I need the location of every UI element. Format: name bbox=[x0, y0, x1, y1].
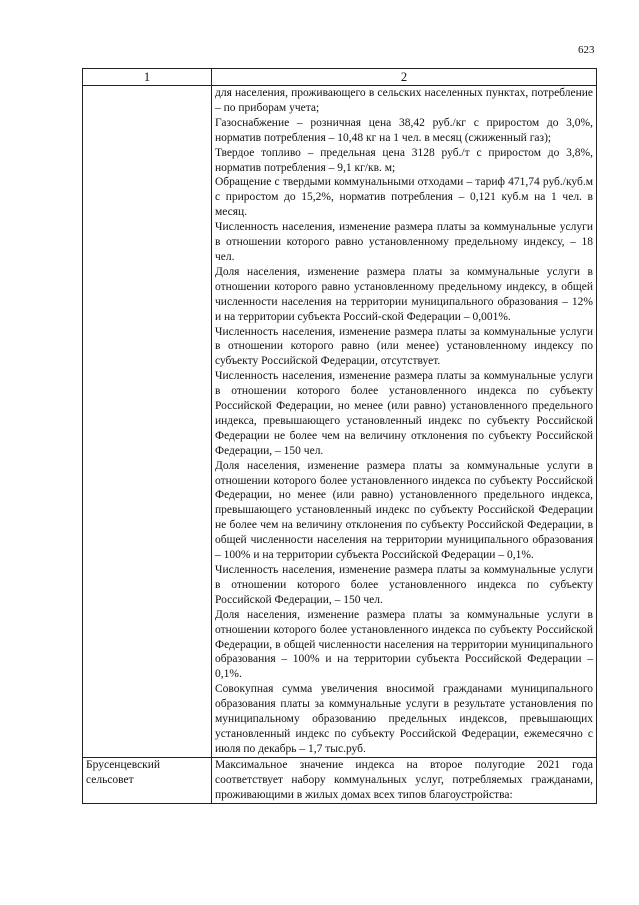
paragraph: Газоснабжение – розничная цена 38,42 руб./кг с приростом до 3,0%, норматив потребления – 10,48 кг на 1 чел. в месяц (сжиженный газ); bbox=[215, 116, 593, 144]
indicators-cell bbox=[212, 86, 597, 758]
paragraph: Совокупная сумма увеличения вносимой гражданами муниципального образования платы за коммунальные услуги в результате установления по муниципальному образованию предельных индексов, превышающих установленный индекс по субъекту Российской Федерации, ежемесячно с июля по декабрь – 1,7 тыс.руб. bbox=[215, 683, 593, 755]
paragraph: Численность населения, изменение размера платы за коммунальные услуги в отношении которого равно (или менее) установленному индексу по субъекту Российской Федерации, отсутствует. bbox=[215, 325, 593, 368]
page-number: 623 bbox=[578, 44, 595, 56]
paragraph: Численность населения, изменение размера платы за коммунальные услуги в отношении которого более установленного индекса по субъекту Российской Федерации, но менее (или равно) установленного предельного индекса, превышающего установленный индекс по субъекту Российской Федерации не более чем на величину отклонения по субъекту Российской Федерации, – 150 чел. bbox=[215, 370, 593, 457]
municipality-cell bbox=[83, 86, 212, 758]
paragraph: Твердое топливо – предельная цена 3128 руб./т с приростом до 3,8%, норматив потребления – 9,1 кг/кв. м; bbox=[215, 146, 593, 174]
paragraph: Доля населения, изменение размера платы за коммунальные услуги в отношении которого равно установленному предельному индексу, в общей численности населения на территории муниципального образования – 12% и на территории субъекта Россий-ской Федерации – 0,001%. bbox=[215, 265, 593, 323]
paragraph: Максимальное значение индекса на второе полугодие 2021 года соответствует набору коммунальных услуг, потребляемых гражданами, проживающими в жилых домах всех типов благоустройства: bbox=[215, 758, 593, 802]
column-header-2: 2 bbox=[212, 69, 597, 86]
municipality-cell: Брусенцевский сельсовет bbox=[83, 757, 212, 804]
table-row bbox=[83, 86, 597, 758]
paragraph: для населения, проживающего в сельских населенных пунктах, потребление – по приборам учета; bbox=[215, 87, 593, 114]
paragraph: Доля населения, изменение размера платы за коммунальные услуги в отношении которого более установленного индекса по субъекту Российской Федерации, но менее (или равно) установленного предельного индекса, превышающего установленный индекс по субъекту Российской Федерации не более чем на величину отклонения по субъекту Российской Федерации, в общей численности населения на территории муниципального образования – 100% и на территории субъекта Российской Федерации – 0,1%. bbox=[215, 459, 593, 562]
paragraph: Численность населения, изменение размера платы за коммунальные услуги в отношении которого более установленного индекса по субъекту Российской Федерации, – 150 чел. bbox=[215, 564, 593, 606]
document-table bbox=[82, 68, 597, 804]
indicators-cell bbox=[212, 757, 597, 804]
paragraph: Доля населения, изменение размера платы за коммунальные услуги в отношении которого более установленного индекса по субъекту Российской Федерации, в общей численности населения на территории муниципального образования – 100% и на территории субъекта Российской Федерации – 0,1%. bbox=[215, 608, 593, 681]
column-header-1: 1 bbox=[83, 69, 212, 86]
table-row bbox=[83, 757, 597, 804]
paragraph: Численность населения, изменение размера платы за коммунальные услуги в отношении которого равно установленному предельному индексу, – 18 чел. bbox=[215, 221, 593, 263]
paragraph: Обращение с твердыми коммунальными отходами – тариф 471,74 руб./куб.м с приростом до 15,2%, норматив потребления – 0,121 куб.м на 1 чел. в месяц. bbox=[215, 176, 593, 219]
table-header-row bbox=[83, 69, 597, 86]
